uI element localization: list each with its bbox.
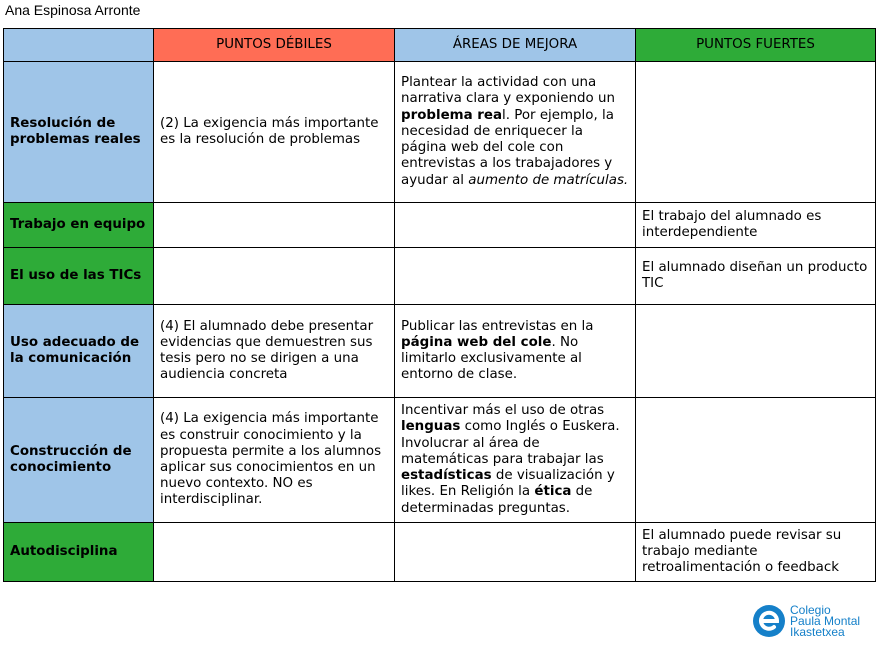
text-run: l. Por ejemplo, la necesidad de enriquecer la página web del cole con entrevistas a los trabajadores y ayudar al: [401, 107, 614, 188]
italic-text: aumento de matrículas.: [468, 172, 629, 188]
weak-cell: [154, 248, 395, 305]
improve-cell: [395, 203, 636, 248]
table-row: [4, 523, 876, 582]
improve-cell: [395, 248, 636, 305]
strong-cell: [636, 62, 876, 203]
text-run: . No limitarlo exclusivamente al entorno de clase.: [401, 334, 582, 383]
improve-cell: [395, 305, 636, 398]
bold-text: estadísticas: [401, 468, 492, 484]
header-row: [4, 29, 876, 62]
table-row: [4, 305, 876, 398]
bold-text: página web del cole: [401, 334, 552, 350]
logo-line-3: Ikastetxea: [790, 625, 845, 639]
improve-cell: [395, 523, 636, 582]
weak-cell: (4) La exigencia más importante es construir conocimiento y la propuesta permite a los alumnos aplicar sus conocimientos en un nuevo contexto. NO es interdisciplinar.: [154, 398, 395, 523]
school-logo: [752, 602, 870, 640]
row-criterion: Trabajo en equipo: [4, 203, 154, 248]
text-run: Publicar las entrevistas en la: [401, 318, 594, 334]
header-strong-points: PUNTOS FUERTES: [636, 29, 876, 62]
text-run: Plantear la actividad con una narrativa clara y exponiendo un: [401, 75, 615, 107]
header-weak-points: PUNTOS DÉBILES: [154, 29, 395, 62]
table-row: [4, 398, 876, 523]
strong-cell: El alumnado puede revisar su trabajo mediante retroalimentación o feedback: [636, 523, 876, 582]
text-run: de determinadas preguntas.: [401, 484, 593, 516]
text-run: como Inglés o Euskera. Involucrar al área de matemáticas para trabajar las: [401, 419, 620, 467]
weak-cell: (2) La exigencia más importante es la resolución de problemas: [154, 62, 395, 203]
author-name: Ana Espinosa Arronte: [5, 2, 141, 18]
header-improvement-areas: ÁREAS DE MEJORA: [395, 29, 636, 62]
strong-cell: [636, 398, 876, 523]
rubric-table: [3, 28, 876, 582]
bold-text: ética: [534, 484, 572, 500]
row-criterion: Construcción de conocimiento: [4, 398, 154, 523]
weak-cell: (4) El alumnado debe presentar evidencias que demuestren sus tesis pero no se dirigen a una audiencia concreta: [154, 305, 395, 398]
table-row: [4, 248, 876, 305]
header-empty-cell: [4, 29, 154, 62]
bold-text: lenguas: [401, 419, 461, 435]
table-row: [4, 62, 876, 203]
strong-cell: El alumnado diseñan un producto TIC: [636, 248, 876, 305]
row-criterion: Uso adecuado de la comunicación: [4, 305, 154, 398]
table-row: [4, 203, 876, 248]
strong-cell: El trabajo del alumnado es interdependiente: [636, 203, 876, 248]
logo-line-2: Paula Montal: [790, 614, 861, 628]
row-criterion: El uso de las TICs: [4, 248, 154, 305]
improve-cell: [395, 62, 636, 203]
bold-text: problema rea: [401, 107, 503, 123]
weak-cell: [154, 203, 395, 248]
strong-cell: [636, 305, 876, 398]
text-run: de visualización y likes. En Religión la: [401, 468, 615, 500]
logo-line-1: Colegio: [790, 603, 831, 617]
row-criterion: Autodisciplina: [4, 523, 154, 582]
school-logo-icon: [752, 602, 788, 640]
row-criterion: Resolución de problemas reales: [4, 62, 154, 203]
text-run: Incentivar más el uso de otras: [401, 403, 605, 419]
weak-cell: [154, 523, 395, 582]
improve-cell: [395, 398, 636, 523]
